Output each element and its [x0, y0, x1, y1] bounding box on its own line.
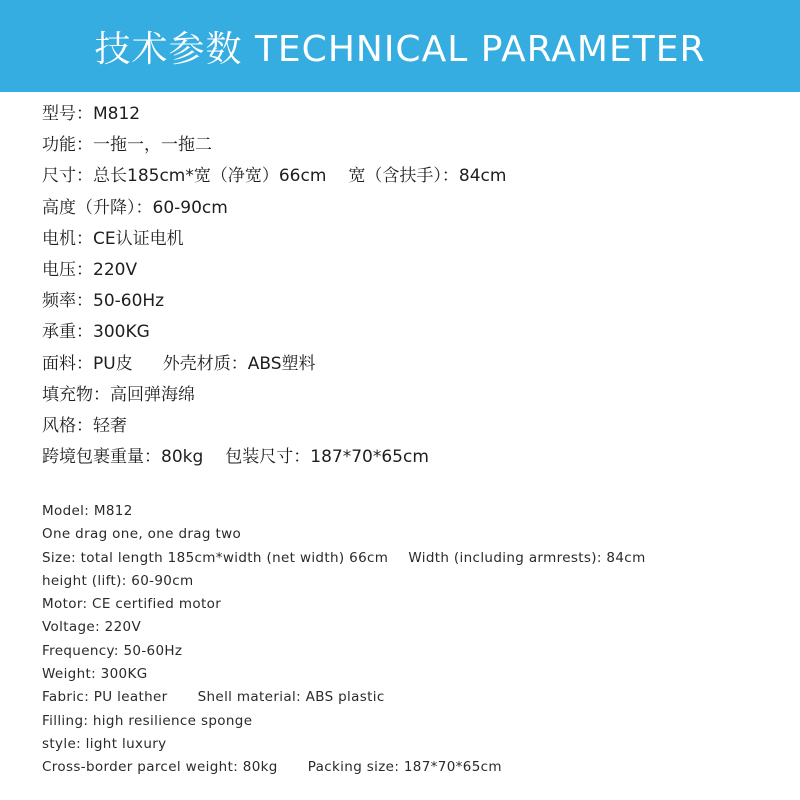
spec-line-load-cn	[42, 317, 506, 348]
spec-text: 电机：CE认证电机	[42, 228, 184, 249]
spec-text-secondary: Packing size: 187*70*65cm	[307, 759, 502, 776]
spec-line-motor-cn	[42, 224, 506, 255]
spec-text-secondary: 包装尺寸：187*70*65cm	[225, 447, 429, 468]
spec-text: Voltage: 220V	[42, 619, 142, 636]
spec-text: 型号：M812	[42, 104, 141, 124]
spec-line-function-cn	[42, 130, 506, 161]
spec-line-height-cn	[42, 193, 506, 224]
english-spec-list	[42, 500, 646, 780]
spec-text: Filling: high resilience sponge	[42, 712, 253, 729]
spec-text: 功能：一拖一，一拖二	[42, 135, 212, 156]
spec-line-height-en	[42, 570, 646, 593]
spec-line-weight-en	[42, 663, 646, 686]
spec-text: 承重：300KG	[42, 322, 150, 343]
spec-text: 电压：220V	[42, 259, 138, 280]
spec-line-model-en	[42, 500, 646, 523]
spec-text-secondary: 宽（含扶手）：84cm	[348, 166, 507, 187]
spec-line-fabric-en	[42, 686, 646, 709]
spec-text: 面料：PU皮	[42, 353, 133, 374]
spec-text: Frequency: 50-60Hz	[42, 642, 183, 659]
spec-text: Cross-border parcel weight: 80kg	[42, 759, 278, 776]
spec-text: 风格：轻奢	[42, 415, 127, 436]
spec-text: 跨境包裹重量：80kg	[42, 447, 204, 468]
spec-text: Model: M812	[42, 503, 133, 519]
header-banner	[0, 0, 800, 92]
spec-line-frequency-en	[42, 640, 646, 663]
spec-text: One drag one, one drag two	[42, 526, 242, 543]
spec-line-model-cn	[42, 99, 506, 130]
page-title: 技术参数 TECHNICAL PARAMETER	[94, 28, 706, 70]
spec-text-secondary: Shell material: ABS plastic	[197, 689, 385, 706]
spec-text: 尺寸：总长185cm*宽（净宽）66cm	[42, 166, 327, 187]
spec-text: 频率：50-60Hz	[42, 291, 165, 312]
spec-text: Size: total length 185cm*width (net width) 66cm	[42, 549, 389, 566]
spec-line-filling-en	[42, 710, 646, 733]
spec-line-parcel-cn	[42, 442, 506, 473]
spec-text-secondary: Width (including armrests): 84cm	[408, 549, 646, 566]
spec-line-size-cn	[42, 161, 506, 192]
spec-text: 高度（升降）：60-90cm	[42, 197, 228, 218]
spec-text: Weight: 300KG	[42, 666, 148, 683]
spec-line-frequency-cn	[42, 286, 506, 317]
spec-line-style-cn	[42, 411, 506, 442]
spec-line-parcel-en	[42, 756, 646, 779]
spec-line-style-en	[42, 733, 646, 756]
spec-text: Motor: CE certified motor	[42, 596, 222, 613]
chinese-spec-list	[42, 99, 506, 473]
spec-line-voltage-en	[42, 616, 646, 639]
spec-text-secondary: 外壳材质：ABS塑料	[162, 353, 316, 374]
spec-line-voltage-cn	[42, 255, 506, 286]
spec-text: 填充物：高回弹海绵	[42, 384, 195, 405]
spec-line-size-en	[42, 547, 646, 570]
spec-text: height (lift): 60-90cm	[42, 572, 194, 589]
spec-line-function-en	[42, 523, 646, 546]
spec-line-filling-cn	[42, 380, 506, 411]
spec-text: style: light luxury	[42, 735, 167, 752]
spec-line-motor-en	[42, 593, 646, 616]
spec-text: Fabric: PU leather	[42, 689, 168, 706]
spec-line-fabric-cn	[42, 349, 506, 380]
